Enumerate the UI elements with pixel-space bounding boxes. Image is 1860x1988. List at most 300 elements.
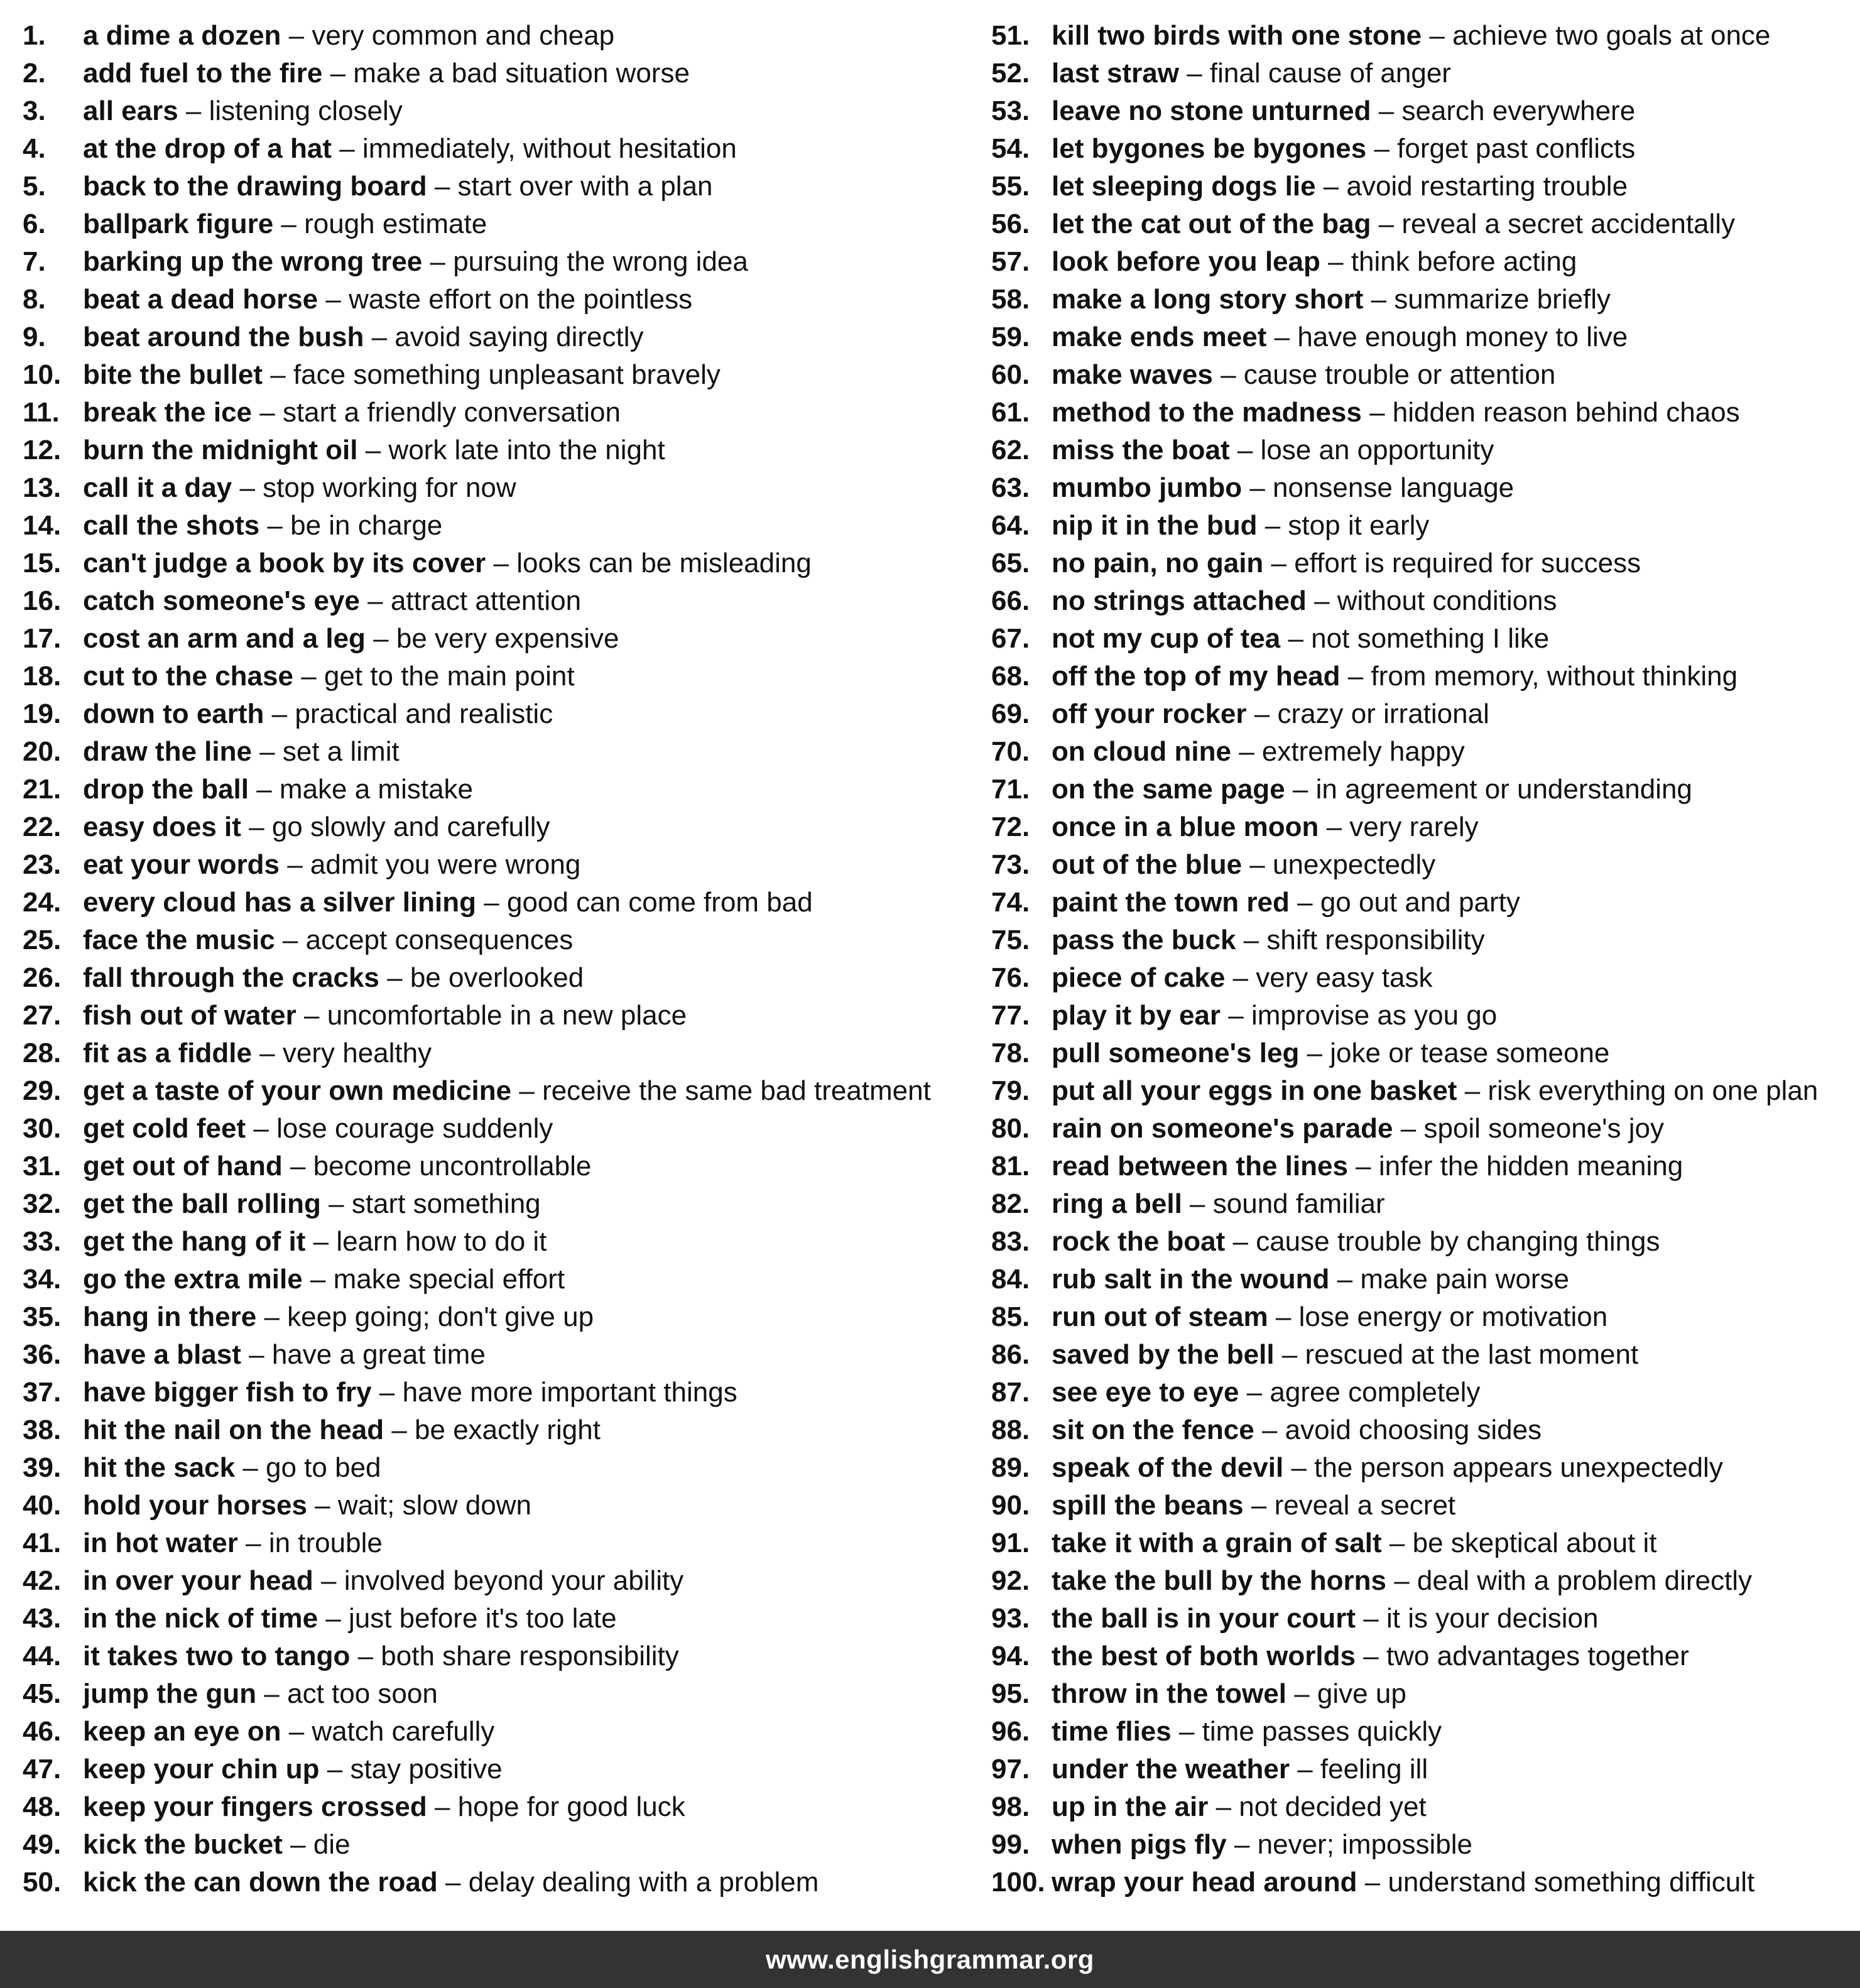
idiom-separator: – — [235, 1452, 266, 1483]
idiom-definition: not decided yet — [1239, 1791, 1427, 1822]
idiom-item — [23, 1336, 965, 1374]
idiom-term: beat around the bush — [83, 322, 364, 352]
idiom-number: 56. — [991, 209, 1030, 239]
idiom-term: get cold feet — [83, 1113, 246, 1144]
idiom-term: method to the madness — [1052, 397, 1362, 428]
idiom-item — [991, 997, 1852, 1035]
idiom-separator: – — [1229, 435, 1261, 465]
idiom-item — [23, 92, 965, 130]
idiom-term: keep your fingers crossed — [83, 1791, 427, 1822]
idiom-item — [991, 55, 1852, 92]
idiom-term: call it a day — [83, 472, 232, 503]
idiom-number: 38. — [23, 1415, 62, 1445]
idiom-separator: – — [313, 1565, 344, 1596]
idiom-separator: – — [281, 1716, 312, 1747]
idiom-item — [991, 921, 1852, 959]
idiom-term: in hot water — [83, 1528, 238, 1558]
idiom-term: look before you leap — [1052, 246, 1320, 277]
idiom-separator: – — [1386, 1565, 1417, 1596]
idiom-definition: make a bad situation worse — [353, 58, 690, 89]
idiom-definition: pursuing the wrong idea — [453, 246, 748, 277]
idiom-number: 91. — [991, 1528, 1030, 1558]
idiom-separator: – — [1286, 1678, 1317, 1709]
idiom-definition: be skeptical about it — [1412, 1528, 1657, 1558]
idiom-number: 65. — [991, 548, 1030, 578]
idiom-term: have a blast — [83, 1339, 241, 1370]
idiom-definition: very easy task — [1256, 962, 1433, 993]
idiom-item — [991, 1600, 1852, 1638]
idiom-separator: – — [1221, 1000, 1251, 1031]
idiom-definition: from memory, without thinking — [1371, 661, 1738, 692]
idiom-item — [991, 469, 1852, 507]
idiom-definition: stop it early — [1288, 510, 1430, 541]
idiom-definition: be exactly right — [415, 1415, 601, 1445]
idiom-term: ballpark figure — [83, 209, 274, 239]
idiom-number: 66. — [991, 585, 1030, 616]
idiom-definition: involved beyond your ability — [344, 1565, 684, 1596]
idiom-item — [991, 281, 1852, 318]
idiom-item — [991, 959, 1852, 997]
idiom-term: mumbo jumbo — [1052, 472, 1243, 503]
idiom-definition: immediately, without hesitation — [362, 133, 737, 164]
idiom-definition: make a mistake — [279, 774, 474, 805]
idiom-item — [23, 1713, 965, 1751]
idiom-term: kick the bucket — [83, 1829, 283, 1860]
idiom-term: play it by ear — [1052, 1000, 1221, 1031]
idiom-definition: two advantages together — [1386, 1641, 1689, 1671]
idiom-number: 29. — [23, 1075, 62, 1106]
idiom-term: kill two birds with one stone — [1052, 20, 1422, 51]
idiom-definition: without conditions — [1337, 585, 1557, 616]
idiom-number: 99. — [991, 1829, 1030, 1860]
idiom-term: out of the blue — [1052, 849, 1243, 880]
idiom-term: bite the bullet — [83, 359, 263, 390]
idiom-definition: not something I like — [1311, 623, 1550, 654]
idiom-number: 100. — [991, 1867, 1045, 1898]
idiom-number: 81. — [991, 1151, 1030, 1181]
idiom-item — [991, 394, 1852, 432]
idiom-definition: spoil someone's joy — [1423, 1113, 1665, 1144]
idiom-term: cost an arm and a leg — [83, 623, 366, 654]
idiom-item — [23, 1751, 965, 1788]
idiom-definition: make pain worse — [1360, 1264, 1569, 1295]
idiom-definition: very healthy — [282, 1038, 432, 1068]
idiom-separator: – — [1225, 1226, 1256, 1257]
idiom-number: 22. — [23, 812, 62, 842]
idiom-definition: start something — [351, 1188, 541, 1219]
idiom-separator: – — [293, 661, 324, 692]
idiom-separator: – — [1239, 1377, 1270, 1408]
idiom-definition: reveal a secret accidentally — [1401, 209, 1736, 239]
idiom-term: let bygones be bygones — [1052, 133, 1367, 164]
idiom-definition: extremely happy — [1261, 736, 1465, 767]
idiom-term: nip it in the bud — [1052, 510, 1258, 541]
idiom-separator: – — [1381, 1528, 1413, 1558]
idiom-number: 41. — [23, 1528, 62, 1558]
idiom-term: on the same page — [1052, 774, 1285, 805]
idiom-number: 42. — [23, 1565, 62, 1596]
idiom-separator: – — [332, 133, 362, 164]
idiom-term: beat a dead horse — [83, 284, 318, 315]
idiom-number: 51. — [991, 20, 1030, 51]
idiom-definition: time passes quickly — [1202, 1716, 1442, 1747]
idiom-separator: – — [307, 1490, 338, 1521]
idiom-number: 92. — [991, 1565, 1030, 1596]
idiom-definition: delay dealing with a problem — [468, 1867, 819, 1898]
idiom-definition: set a limit — [282, 736, 400, 767]
idiom-definition: hidden reason behind chaos — [1392, 397, 1740, 428]
idiom-number: 7. — [23, 246, 46, 277]
idiom-item — [991, 1298, 1852, 1336]
idiom-item — [991, 17, 1852, 55]
idiom-separator: – — [322, 58, 354, 89]
idiom-item — [991, 884, 1852, 921]
idiom-definition: reveal a secret — [1274, 1490, 1456, 1521]
idiom-number: 28. — [23, 1038, 62, 1068]
idiom-definition: give up — [1317, 1678, 1406, 1709]
idiom-separator: – — [263, 359, 293, 390]
idiom-separator: – — [1289, 1754, 1320, 1784]
idiom-separator: – — [1242, 849, 1273, 880]
idiom-number: 20. — [23, 736, 62, 767]
idiom-separator: – — [1366, 133, 1398, 164]
idiom-term: face the music — [83, 925, 275, 955]
idiom-item — [23, 1562, 965, 1600]
idiom-definition: accept consequences — [305, 925, 574, 955]
idiom-item — [23, 695, 965, 733]
idiom-term: speak of the devil — [1052, 1452, 1284, 1483]
idiom-definition: become uncontrollable — [313, 1151, 592, 1181]
idiom-separator: – — [511, 1075, 543, 1106]
idiom-number: 77. — [991, 1000, 1030, 1031]
idiom-number: 60. — [991, 359, 1030, 390]
idiom-definition: crazy or irrational — [1277, 698, 1489, 729]
idiom-item — [23, 205, 965, 243]
idiom-separator: – — [1393, 1113, 1424, 1144]
idiom-definition: have a great time — [271, 1339, 486, 1370]
idiom-separator: – — [371, 1377, 403, 1408]
idiom-definition: go to bed — [266, 1452, 381, 1483]
idiom-item — [23, 17, 965, 55]
idiom-item — [23, 130, 965, 168]
idiom-number: 34. — [23, 1264, 62, 1295]
idiom-term: make waves — [1052, 359, 1213, 390]
idiom-number: 94. — [991, 1641, 1030, 1671]
idiom-number: 31. — [23, 1151, 62, 1181]
idiom-term: all ears — [83, 95, 178, 126]
idiom-term: spill the beans — [1052, 1490, 1244, 1521]
idiom-item — [23, 1110, 965, 1148]
idiom-term: get the ball rolling — [83, 1188, 321, 1219]
idiom-item — [23, 1788, 965, 1826]
idiom-definition: attract attention — [390, 585, 582, 616]
idiom-definition: learn how to do it — [336, 1226, 547, 1257]
idiom-item — [23, 1374, 965, 1411]
idiom-separator: – — [318, 1603, 349, 1634]
idiom-definition: both share responsibility — [381, 1641, 679, 1671]
idiom-number: 78. — [991, 1038, 1030, 1068]
idiom-separator: – — [1315, 171, 1347, 202]
idiom-definition: the person appears unexpectedly — [1314, 1452, 1723, 1483]
idiom-number: 55. — [991, 171, 1030, 202]
idiom-term: in the nick of time — [83, 1603, 318, 1634]
idiom-separator: – — [241, 1339, 272, 1370]
idiom-separator: – — [282, 1151, 313, 1181]
idiom-definition: shift responsibility — [1266, 925, 1485, 955]
idiom-number: 72. — [991, 812, 1030, 842]
idiom-number: 35. — [23, 1301, 62, 1332]
idiom-number: 76. — [991, 962, 1030, 993]
idiom-item — [23, 733, 965, 771]
idiom-definition: go slowly and carefully — [271, 812, 550, 842]
idiom-definition: lose an opportunity — [1260, 435, 1494, 465]
idiom-item — [23, 1072, 965, 1110]
idiom-term: at the drop of a hat — [83, 133, 332, 164]
idiom-number: 18. — [23, 661, 62, 692]
idiom-separator: – — [1306, 585, 1337, 616]
idiom-item — [23, 771, 965, 808]
idiom-item — [23, 1675, 965, 1713]
idiom-definition: forget past conflicts — [1397, 133, 1636, 164]
idiom-definition: have enough money to live — [1297, 322, 1628, 352]
idiom-separator: – — [1236, 925, 1267, 955]
idiom-separator: – — [1283, 1452, 1315, 1483]
idiom-number: 36. — [23, 1339, 62, 1370]
idiom-definition: risk everything on one plan — [1487, 1075, 1819, 1106]
idiom-definition: be overlooked — [410, 962, 584, 993]
idiom-number: 98. — [991, 1791, 1030, 1822]
idiom-term: take the bull by the horns — [1052, 1565, 1386, 1596]
idiom-definition: wait; slow down — [337, 1490, 532, 1521]
idiom-item — [23, 1223, 965, 1261]
idiom-definition: think before acting — [1351, 246, 1577, 277]
idiom-item — [23, 1524, 965, 1562]
idiom-item — [991, 1751, 1852, 1788]
idiom-item — [991, 356, 1852, 394]
idiom-term: paint the town red — [1052, 887, 1290, 918]
idiom-term: keep an eye on — [83, 1716, 281, 1747]
idiom-separator: – — [1254, 1415, 1285, 1445]
idiom-separator: – — [305, 1226, 337, 1257]
idiom-term: draw the line — [83, 736, 252, 767]
idiom-number: 80. — [991, 1113, 1030, 1144]
idiom-term: get a taste of your own medicine — [83, 1075, 512, 1106]
idiom-term: fall through the cracks — [83, 962, 379, 993]
idiom-item — [991, 1336, 1852, 1374]
idiom-term: get out of hand — [83, 1151, 283, 1181]
idiom-item — [23, 1261, 965, 1298]
idiom-number: 83. — [991, 1226, 1030, 1257]
idiom-number: 10. — [23, 359, 62, 390]
idiom-separator: – — [281, 20, 312, 51]
idiom-number: 32. — [23, 1188, 62, 1219]
idiom-separator: – — [1178, 58, 1210, 89]
idiom-item — [991, 1788, 1852, 1826]
idiom-item — [991, 1487, 1852, 1524]
idiom-number: 54. — [991, 133, 1030, 164]
idiom-number: 17. — [23, 623, 62, 654]
idiom-definition: avoid restarting trouble — [1346, 171, 1628, 202]
idiom-definition: be very expensive — [396, 623, 619, 654]
idiom-item — [23, 959, 965, 997]
idiom-term: rock the boat — [1052, 1226, 1226, 1257]
idiom-item — [991, 545, 1852, 582]
idiom-separator: – — [252, 397, 283, 428]
idiom-separator: – — [486, 548, 517, 578]
idiom-item — [23, 1035, 965, 1072]
idiom-separator: – — [1356, 1603, 1386, 1634]
idiom-separator: – — [1285, 774, 1316, 805]
idiom-definition: receive the same bad treatment — [542, 1075, 931, 1106]
idiom-term: burn the midnight oil — [83, 435, 358, 465]
idiom-item — [991, 1562, 1852, 1600]
idiom-definition: start a friendly conversation — [282, 397, 621, 428]
idiom-number: 86. — [991, 1339, 1030, 1370]
idiom-definition: very common and cheap — [312, 20, 615, 51]
idiom-definition: search everywhere — [1401, 95, 1636, 126]
footer-bar — [0, 1931, 1860, 1988]
idiom-item — [991, 658, 1852, 695]
idiom-definition: make special effort — [333, 1264, 565, 1295]
idiom-item — [991, 1675, 1852, 1713]
idiom-number: 6. — [23, 209, 46, 239]
idiom-term: take it with a grain of salt — [1052, 1528, 1382, 1558]
idiom-item — [23, 997, 965, 1035]
idiom-number: 73. — [991, 849, 1030, 880]
idiom-separator: – — [359, 585, 391, 616]
idiom-separator: – — [282, 1829, 313, 1860]
idiom-number: 97. — [991, 1754, 1030, 1784]
idiom-number: 71. — [991, 774, 1030, 805]
idiom-definition: avoid choosing sides — [1285, 1415, 1542, 1445]
idiom-item — [23, 432, 965, 469]
idiom-separator: – — [275, 925, 306, 955]
idiom-number: 63. — [991, 472, 1030, 503]
idiom-number: 70. — [991, 736, 1030, 767]
idiom-item — [991, 771, 1852, 808]
idiom-definition: lose courage suddenly — [276, 1113, 553, 1144]
idiom-definition: sound familiar — [1212, 1188, 1385, 1219]
idiom-definition: in trouble — [268, 1528, 383, 1558]
idiom-term: catch someone's eye — [83, 585, 360, 616]
idiom-separator: – — [1347, 1151, 1379, 1181]
idiom-number: 46. — [23, 1716, 62, 1747]
idiom-item — [991, 620, 1852, 658]
idiom-number: 53. — [991, 95, 1030, 126]
idiom-separator: – — [1226, 1829, 1258, 1860]
idiom-definition: good can come from bad — [506, 887, 813, 918]
idiom-term: cut to the chase — [83, 661, 293, 692]
idiom-number: 44. — [23, 1641, 62, 1671]
idiom-separator: – — [1289, 887, 1320, 918]
idiom-number: 50. — [23, 1867, 62, 1898]
idiom-term: go the extra mile — [83, 1264, 303, 1295]
idiom-term: break the ice — [83, 397, 253, 428]
idiom-definition: watch carefully — [312, 1716, 495, 1747]
idiom-number: 39. — [23, 1452, 62, 1483]
idiom-term: pass the buck — [1052, 925, 1236, 955]
idiom-definition: unexpectedly — [1272, 849, 1436, 880]
idiom-term: in over your head — [83, 1565, 313, 1596]
idiom-number: 49. — [23, 1829, 62, 1860]
idiom-definition: infer the hidden meaning — [1378, 1151, 1683, 1181]
idiom-term: add fuel to the fire — [83, 58, 323, 89]
idiom-separator: – — [1246, 698, 1278, 729]
idiom-definition: looks can be misleading — [516, 548, 812, 578]
idiom-term: see eye to eye — [1052, 1377, 1239, 1408]
idiom-separator: – — [1361, 397, 1393, 428]
idiom-term: eat your words — [83, 849, 280, 880]
idiom-number: 69. — [991, 698, 1030, 729]
idiom-separator: – — [279, 849, 310, 880]
idiom-term: kick the can down the road — [83, 1867, 438, 1898]
idiom-definition: stay positive — [350, 1754, 503, 1784]
idiom-item — [991, 1261, 1852, 1298]
idiom-term: piece of cake — [1052, 962, 1226, 993]
idiom-separator: – — [241, 812, 272, 842]
idiom-term: ring a bell — [1052, 1188, 1182, 1219]
idiom-term: up in the air — [1052, 1791, 1209, 1822]
idiom-number: 23. — [23, 849, 62, 880]
idiom-term: keep your chin up — [83, 1754, 320, 1784]
idiom-separator: – — [1208, 1791, 1239, 1822]
idiom-term: rain on someone's parade — [1052, 1113, 1393, 1144]
idiom-definition: deal with a problem directly — [1417, 1565, 1753, 1596]
idiom-separator: – — [296, 1000, 327, 1031]
idiom-term: it takes two to tango — [83, 1641, 351, 1671]
idiom-separator: – — [1268, 1301, 1299, 1332]
idiom-term: once in a blue moon — [1052, 812, 1319, 842]
idiom-separator: – — [427, 171, 458, 202]
idiom-item — [991, 92, 1852, 130]
idiom-number: 87. — [991, 1377, 1030, 1408]
idiom-term: fish out of water — [83, 1000, 296, 1031]
idiom-separator: – — [1212, 359, 1244, 390]
footer-url[interactable]: www.englishgrammar.org — [766, 1944, 1094, 1974]
idiom-number: 89. — [991, 1452, 1030, 1483]
idiom-definition: rough estimate — [304, 209, 487, 239]
idiom-item — [23, 243, 965, 281]
idiom-term: wrap your head around — [1052, 1867, 1357, 1898]
idiom-number: 16. — [23, 585, 62, 616]
idiom-number: 84. — [991, 1264, 1030, 1295]
idiom-item — [23, 545, 965, 582]
idiom-term: read between the lines — [1052, 1151, 1348, 1181]
idiom-number: 68. — [991, 661, 1030, 692]
idiom-definition: keep going; don't give up — [287, 1301, 594, 1332]
idiom-definition: stop working for now — [263, 472, 516, 503]
idiom-term: easy does it — [83, 812, 241, 842]
idiom-number: 5. — [23, 171, 46, 202]
idiom-number: 45. — [23, 1678, 62, 1709]
idiom-term: drop the ball — [83, 774, 249, 805]
idiom-definition: have more important things — [402, 1377, 737, 1408]
idiom-separator: – — [1299, 1038, 1330, 1068]
idiom-number: 25. — [23, 925, 62, 955]
idiom-number: 33. — [23, 1226, 62, 1257]
idiom-number: 4. — [23, 133, 46, 164]
idiom-item — [23, 168, 965, 205]
idiom-item — [991, 318, 1852, 356]
idiom-item — [23, 658, 965, 695]
idiom-term: let the cat out of the bag — [1052, 209, 1371, 239]
idiom-separator: – — [178, 95, 209, 126]
idiom-item — [23, 1449, 965, 1487]
idiom-number: 12. — [23, 435, 62, 465]
idiom-number: 40. — [23, 1490, 62, 1521]
idiom-definition: work late into the night — [388, 435, 665, 465]
idiom-separator: – — [319, 1754, 351, 1784]
